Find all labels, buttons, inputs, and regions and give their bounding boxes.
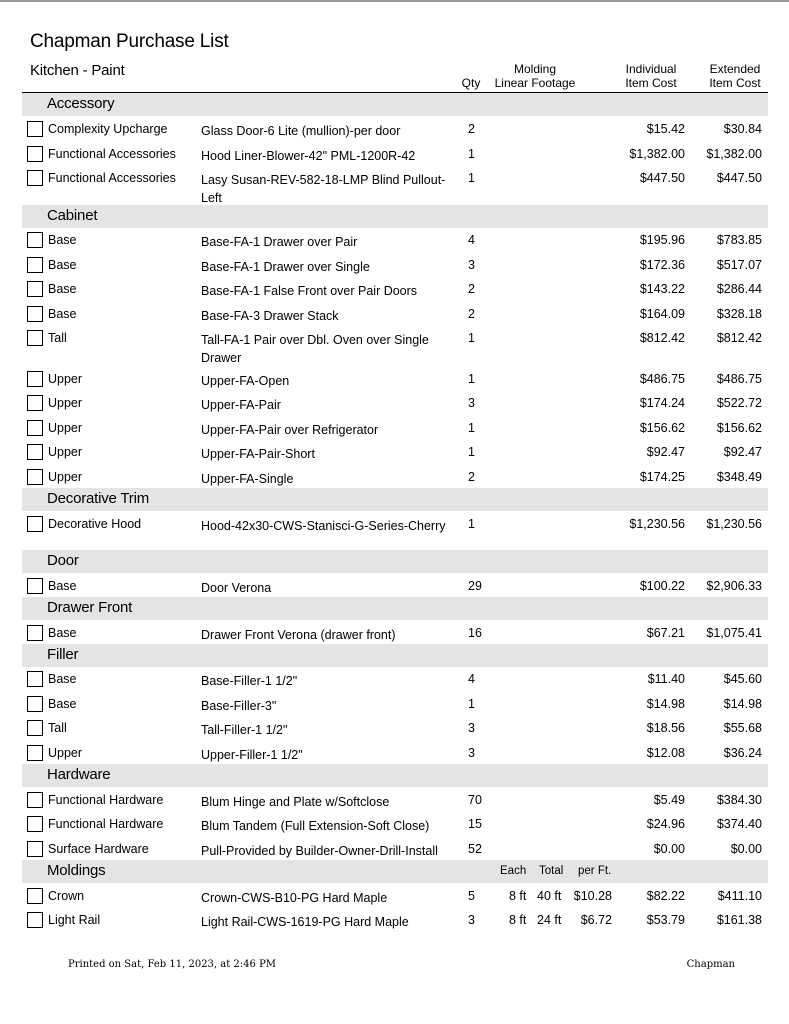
row-individual-cost: $12.08 xyxy=(646,746,685,760)
row-qty: 4 xyxy=(468,233,475,247)
row-qty: 1 xyxy=(468,372,475,386)
row-category: Base xyxy=(48,282,77,296)
page-subtitle: Kitchen - Paint xyxy=(30,62,125,79)
row-category: Base xyxy=(48,626,77,640)
row-description: Base-Filler-1 1/2" xyxy=(201,674,298,688)
row-individual-cost: $100.22 xyxy=(639,579,685,593)
header-molding-line1: Molding xyxy=(513,62,557,76)
row-category: Upper xyxy=(48,470,83,484)
printed-date: Printed on Sat, Feb 11, 2023, at 2:46 PM xyxy=(68,959,277,970)
row-description: Tall-FA-1 Pair over Dbl. Oven over Single Drawer xyxy=(201,333,429,365)
page-title: Chapman Purchase List xyxy=(30,31,229,52)
row-molding-total: 24 ft xyxy=(537,913,562,927)
row-category: Upper xyxy=(48,421,83,435)
row-description: Lasy Susan-REV-582-18-LMP Blind Pullout-Left xyxy=(201,173,446,205)
row-extended-cost: $1,230.56 xyxy=(706,517,762,531)
row-description: Glass Door-6 Lite (mullion)-per door xyxy=(201,124,401,138)
row-category: Functional Hardware xyxy=(48,817,164,831)
section-title: Cabinet xyxy=(47,207,98,224)
row-individual-cost: $92.47 xyxy=(646,445,685,459)
header-extended-line2: Item Cost xyxy=(709,76,761,90)
row-individual-cost: $143.22 xyxy=(639,282,685,296)
section-cabinet xyxy=(22,205,768,228)
row-individual-cost: $15.42 xyxy=(646,122,685,136)
row-qty: 2 xyxy=(468,122,475,136)
row-qty: 15 xyxy=(468,817,482,831)
row-individual-cost: $67.21 xyxy=(646,626,685,640)
row-extended-cost: $286.44 xyxy=(716,282,762,296)
row-description: Base-FA-1 Drawer over Single xyxy=(201,260,370,274)
row-checkbox[interactable] xyxy=(27,371,43,387)
row-individual-cost: $174.25 xyxy=(639,470,685,484)
row-category: Functional Accessories xyxy=(48,147,176,161)
row-extended-cost: $14.98 xyxy=(723,697,762,711)
row-description: Crown-CWS-B10-PG Hard Maple xyxy=(201,891,388,905)
molding-total-header: Total xyxy=(539,865,564,877)
row-category: Upper xyxy=(48,746,83,760)
row-molding-perft: $6.72 xyxy=(580,913,612,927)
row-individual-cost: $14.98 xyxy=(646,697,685,711)
row-qty: 3 xyxy=(468,746,475,760)
row-checkbox[interactable] xyxy=(27,420,43,436)
row-checkbox[interactable] xyxy=(27,841,43,857)
row-category: Base xyxy=(48,307,77,321)
row-extended-cost: $486.75 xyxy=(716,372,762,386)
header-molding-line2: Linear Footage xyxy=(494,76,576,90)
row-qty: 1 xyxy=(468,697,475,711)
row-individual-cost: $195.96 xyxy=(639,233,685,247)
row-extended-cost: $45.60 xyxy=(723,672,762,686)
row-category: Base xyxy=(48,579,77,593)
row-qty: 4 xyxy=(468,672,475,686)
row-molding-total: 40 ft xyxy=(537,889,562,903)
row-extended-cost: $812.42 xyxy=(716,331,762,345)
row-extended-cost: $161.38 xyxy=(716,913,762,927)
row-description: Upper-Filler-1 1/2" xyxy=(201,748,303,762)
row-description: Door Verona xyxy=(201,581,272,595)
row-molding-each: 8 ft xyxy=(509,913,527,927)
row-checkbox[interactable] xyxy=(27,516,43,532)
row-description: Upper-FA-Open xyxy=(201,374,290,388)
row-qty: 5 xyxy=(468,889,475,903)
row-extended-cost: $30.84 xyxy=(723,122,762,136)
row-individual-cost: $812.42 xyxy=(639,331,685,345)
header-molding xyxy=(490,62,580,90)
header-extended-cost xyxy=(700,62,770,90)
row-qty: 1 xyxy=(468,147,475,161)
row-qty: 70 xyxy=(468,793,482,807)
header-individual-line2: Item Cost xyxy=(625,76,677,90)
row-checkbox[interactable] xyxy=(27,745,43,761)
molding-each-header: Each xyxy=(500,865,527,877)
row-checkbox[interactable] xyxy=(27,146,43,162)
row-molding-each: 8 ft xyxy=(509,889,527,903)
row-category: Light Rail xyxy=(48,913,101,927)
row-qty: 29 xyxy=(468,579,482,593)
row-individual-cost: $5.49 xyxy=(653,793,685,807)
row-category: Base xyxy=(48,233,77,247)
section-title: Filler xyxy=(47,646,79,663)
section-hardware xyxy=(22,764,768,787)
row-description: Tall-Filler-1 1/2" xyxy=(201,723,288,737)
section-title: Hardware xyxy=(47,766,111,783)
row-extended-cost: $36.24 xyxy=(723,746,762,760)
row-checkbox[interactable] xyxy=(27,306,43,322)
row-individual-cost: $53.79 xyxy=(646,913,685,927)
row-extended-cost: $1,075.41 xyxy=(706,626,762,640)
row-category: Base xyxy=(48,697,77,711)
row-checkbox[interactable] xyxy=(27,792,43,808)
header-extended-line1: Extended xyxy=(709,62,761,76)
row-description: Upper-FA-Pair-Short xyxy=(201,447,315,461)
row-qty: 1 xyxy=(468,331,475,345)
section-title: Door xyxy=(47,552,79,569)
row-individual-cost: $486.75 xyxy=(639,372,685,386)
row-extended-cost: $783.85 xyxy=(716,233,762,247)
section-drawer-front xyxy=(22,597,768,620)
row-extended-cost: $411.10 xyxy=(717,889,762,903)
row-individual-cost: $18.56 xyxy=(646,721,685,735)
row-checkbox[interactable] xyxy=(27,696,43,712)
row-individual-cost: $11.40 xyxy=(647,672,685,686)
row-category: Upper xyxy=(48,372,83,386)
row-description: Hood-42x30-CWS-Stanisci-G-Series-Cherry xyxy=(201,519,446,533)
row-qty: 16 xyxy=(468,626,482,640)
row-qty: 2 xyxy=(468,282,475,296)
row-description: Upper-FA-Pair over Refrigerator xyxy=(201,423,379,437)
top-border xyxy=(0,0,789,2)
row-description: Upper-FA-Pair xyxy=(201,398,281,412)
footer-name: Chapman xyxy=(686,959,735,970)
row-category: Functional Hardware xyxy=(48,793,164,807)
row-qty: 2 xyxy=(468,470,475,484)
section-moldings xyxy=(22,860,768,883)
row-description: Blum Hinge and Plate w/Softclose xyxy=(201,795,390,809)
row-description: Base-FA-1 False Front over Pair Doors xyxy=(201,284,418,298)
row-qty: 3 xyxy=(468,258,475,272)
row-qty: 52 xyxy=(468,842,482,856)
row-checkbox[interactable] xyxy=(27,281,43,297)
row-category: Base xyxy=(48,672,77,686)
row-extended-cost: $2,906.33 xyxy=(706,579,762,593)
row-extended-cost: $447.50 xyxy=(716,171,762,185)
row-individual-cost: $172.36 xyxy=(639,258,685,272)
row-checkbox[interactable] xyxy=(27,625,43,641)
row-checkbox[interactable] xyxy=(27,720,43,736)
row-individual-cost: $82.22 xyxy=(646,889,685,903)
header-individual-cost xyxy=(613,62,689,90)
row-molding-perft: $10.28 xyxy=(573,889,612,903)
row-extended-cost: $1,382.00 xyxy=(706,147,762,161)
row-individual-cost: $164.09 xyxy=(639,307,685,321)
row-individual-cost: $1,230.56 xyxy=(629,517,685,531)
section-decorative-trim xyxy=(22,488,768,511)
row-checkbox[interactable] xyxy=(27,395,43,411)
row-checkbox[interactable] xyxy=(27,232,43,248)
row-extended-cost: $156.62 xyxy=(716,421,762,435)
row-category: Upper xyxy=(48,445,83,459)
row-qty: 3 xyxy=(468,721,475,735)
row-description: Upper-FA-Single xyxy=(201,472,294,486)
row-qty: 1 xyxy=(468,517,475,531)
row-qty: 2 xyxy=(468,307,475,321)
row-category: Complexity Upcharge xyxy=(48,122,168,136)
section-door xyxy=(22,550,768,573)
row-description: Base-FA-3 Drawer Stack xyxy=(201,309,339,323)
row-category: Upper xyxy=(48,396,83,410)
molding-perft-header: per Ft. xyxy=(578,865,612,877)
row-description: Hood Liner-Blower-42" PML-1200R-42 xyxy=(201,149,416,163)
row-description: Pull-Provided by Builder-Owner-Drill-Install xyxy=(201,844,438,858)
row-extended-cost: $0.00 xyxy=(730,842,762,856)
section-accessory xyxy=(22,93,768,116)
row-checkbox[interactable] xyxy=(27,121,43,137)
row-extended-cost: $328.18 xyxy=(716,307,762,321)
row-extended-cost: $384.30 xyxy=(716,793,762,807)
section-title: Decorative Trim xyxy=(47,490,150,507)
row-checkbox[interactable] xyxy=(27,257,43,273)
row-extended-cost: $374.40 xyxy=(716,817,762,831)
section-title: Moldings xyxy=(47,862,106,879)
row-checkbox[interactable] xyxy=(27,912,43,928)
row-extended-cost: $348.49 xyxy=(716,470,762,484)
row-extended-cost: $55.68 xyxy=(723,721,762,735)
row-qty: 3 xyxy=(468,396,475,410)
row-checkbox[interactable] xyxy=(27,330,43,346)
row-individual-cost: $447.50 xyxy=(639,171,685,185)
header-individual-line1: Individual xyxy=(625,62,677,76)
row-extended-cost: $92.47 xyxy=(723,445,762,459)
section-title: Drawer Front xyxy=(47,599,133,616)
row-checkbox[interactable] xyxy=(27,816,43,832)
row-qty: 1 xyxy=(468,445,475,459)
row-description: Light Rail-CWS-1619-PG Hard Maple xyxy=(201,915,409,929)
row-category: Tall xyxy=(48,721,67,735)
row-qty: 1 xyxy=(468,421,475,435)
row-checkbox[interactable] xyxy=(27,671,43,687)
row-category: Tall xyxy=(48,331,67,345)
row-checkbox[interactable] xyxy=(27,888,43,904)
row-description: Drawer Front Verona (drawer front) xyxy=(201,628,396,642)
row-category: Functional Accessories xyxy=(48,171,176,185)
row-checkbox[interactable] xyxy=(27,444,43,460)
row-extended-cost: $522.72 xyxy=(716,396,762,410)
header-qty: Qty xyxy=(461,76,481,90)
row-category: Crown xyxy=(48,889,85,903)
row-category: Surface Hardware xyxy=(48,842,149,856)
row-individual-cost: $174.24 xyxy=(639,396,685,410)
row-checkbox[interactable] xyxy=(27,578,43,594)
row-individual-cost: $0.00 xyxy=(653,842,685,856)
section-filler xyxy=(22,644,768,667)
row-description: Base-Filler-3" xyxy=(201,699,277,713)
row-description: Blum Tandem (Full Extension-Soft Close) xyxy=(201,819,430,833)
row-individual-cost: $24.96 xyxy=(646,817,685,831)
row-individual-cost: $156.62 xyxy=(639,421,685,435)
row-individual-cost: $1,382.00 xyxy=(629,147,685,161)
row-qty: 3 xyxy=(468,913,475,927)
row-qty: 1 xyxy=(468,171,475,185)
row-category: Base xyxy=(48,258,77,272)
row-checkbox[interactable] xyxy=(27,469,43,485)
row-category: Decorative Hood xyxy=(48,517,142,531)
row-description: Base-FA-1 Drawer over Pair xyxy=(201,235,358,249)
row-checkbox[interactable] xyxy=(27,170,43,186)
row-extended-cost: $517.07 xyxy=(716,258,762,272)
section-title: Accessory xyxy=(47,95,115,112)
